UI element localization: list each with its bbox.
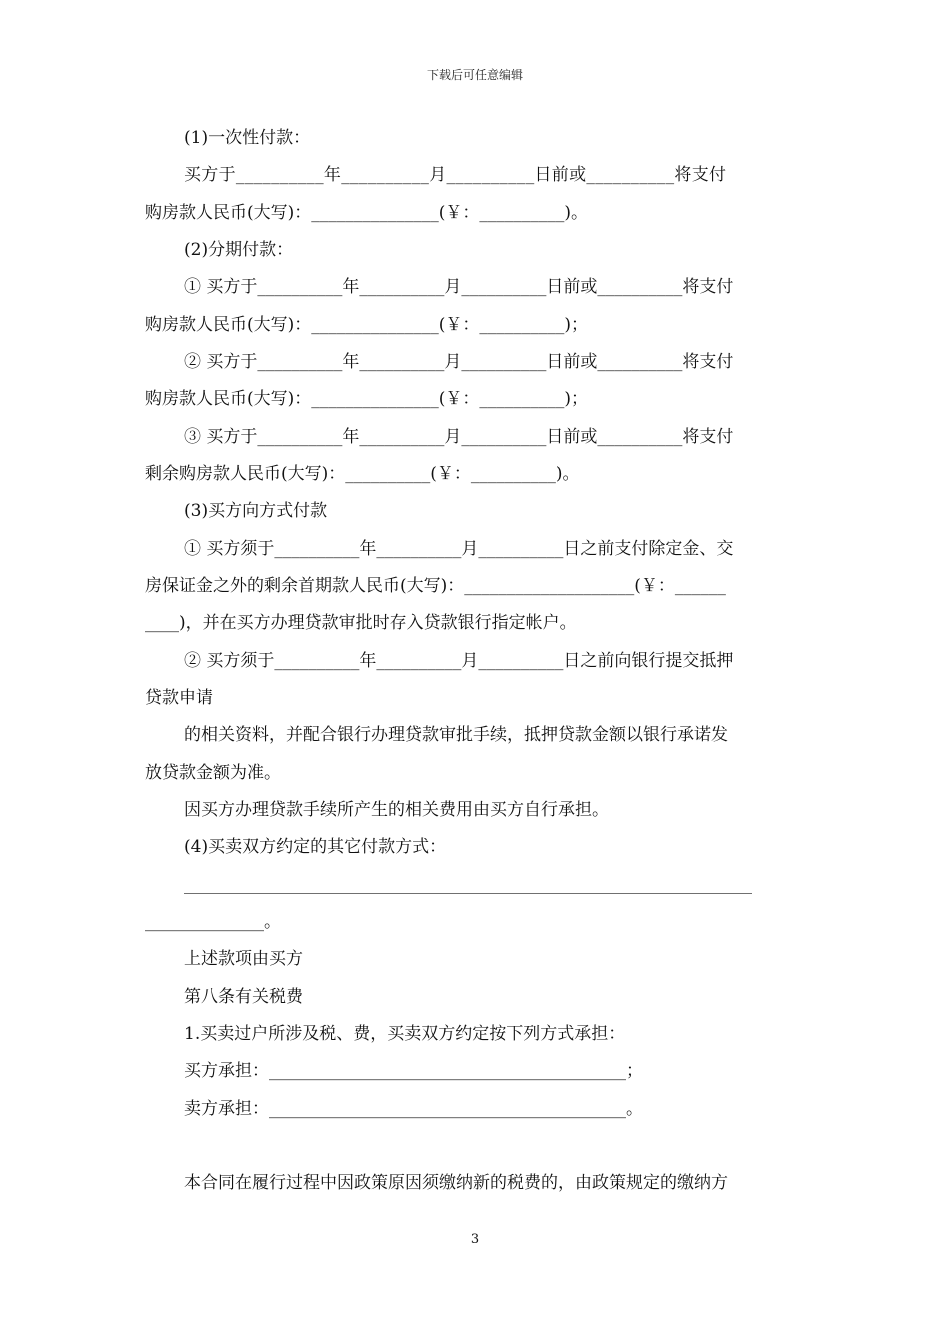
- paragraph-line: 上述款项由买方: [184, 949, 303, 969]
- paragraph-line: 因买方办理贷款手续所产生的相关费用由买方自行承担。: [184, 800, 609, 820]
- paragraph-line: (4)买卖双方约定的其它付款方式：: [184, 837, 447, 857]
- paragraph-line: _______________________________________________________________________: [184, 875, 752, 894]
- paragraph-line: 放贷款金额为准。: [145, 763, 281, 783]
- paragraph-line: (3)买方向方式付款: [184, 501, 328, 521]
- page-header: 下载后可任意编辑: [426, 68, 523, 82]
- paragraph-line: 1.买卖过户所涉及税、费，买卖双方约定按下列方式承担：: [184, 1024, 626, 1044]
- paragraph-line: 买方于__________年__________月__________日前或__________将支付: [184, 165, 727, 185]
- paragraph-line: 本合同在履行过程中因政策原因须缴纳新的税费的，由政策规定的缴纳方: [184, 1173, 728, 1193]
- paragraph-line: 第八条有关税费: [184, 987, 303, 1007]
- paragraph-line: ② 买方于__________年__________月__________日前或__________将支付: [184, 352, 734, 372]
- paragraph-line: 购房款人民币(大写)：_______________(￥：__________)；: [145, 389, 589, 409]
- paragraph-line: 卖方承担：__________________________________________。: [184, 1099, 643, 1119]
- paragraph-line: ② 买方须于__________年__________月__________日之前向银行提交抵押: [184, 651, 734, 671]
- paragraph-line: ① 买方须于__________年__________月__________日之前支付除定金、交: [184, 539, 734, 559]
- paragraph-line: (1)一次性付款：: [184, 128, 311, 148]
- paragraph-line: ① 买方于__________年__________月__________日前或__________将支付: [184, 277, 734, 297]
- paragraph-line: ______________。: [145, 912, 281, 932]
- page-number: 3: [470, 1232, 480, 1247]
- paragraph-line: 贷款申请: [145, 688, 213, 708]
- paragraph-line: 买方承担：__________________________________________；: [184, 1061, 643, 1081]
- paragraph-line: 的相关资料，并配合银行办理贷款审批手续，抵押贷款金额以银行承诺发: [184, 725, 728, 745]
- paragraph-line: 房保证金之外的剩余首期款人民币(大写)：____________________(￥：______: [145, 576, 726, 596]
- paragraph-line: 购房款人民币(大写)：_______________(￥：__________)；: [145, 315, 589, 335]
- paragraph-line: ____)，并在买方办理贷款审批时存入贷款银行指定帐户。: [145, 613, 577, 633]
- paragraph-line: 剩余购房款人民币(大写)：__________(￥：__________)。: [145, 464, 580, 484]
- paragraph-line: (2)分期付款：: [184, 240, 294, 260]
- paragraph-line: 购房款人民币(大写)：_______________(￥：__________)。: [145, 203, 589, 223]
- paragraph-line: ③ 买方于__________年__________月__________日前或__________将支付: [184, 427, 734, 447]
